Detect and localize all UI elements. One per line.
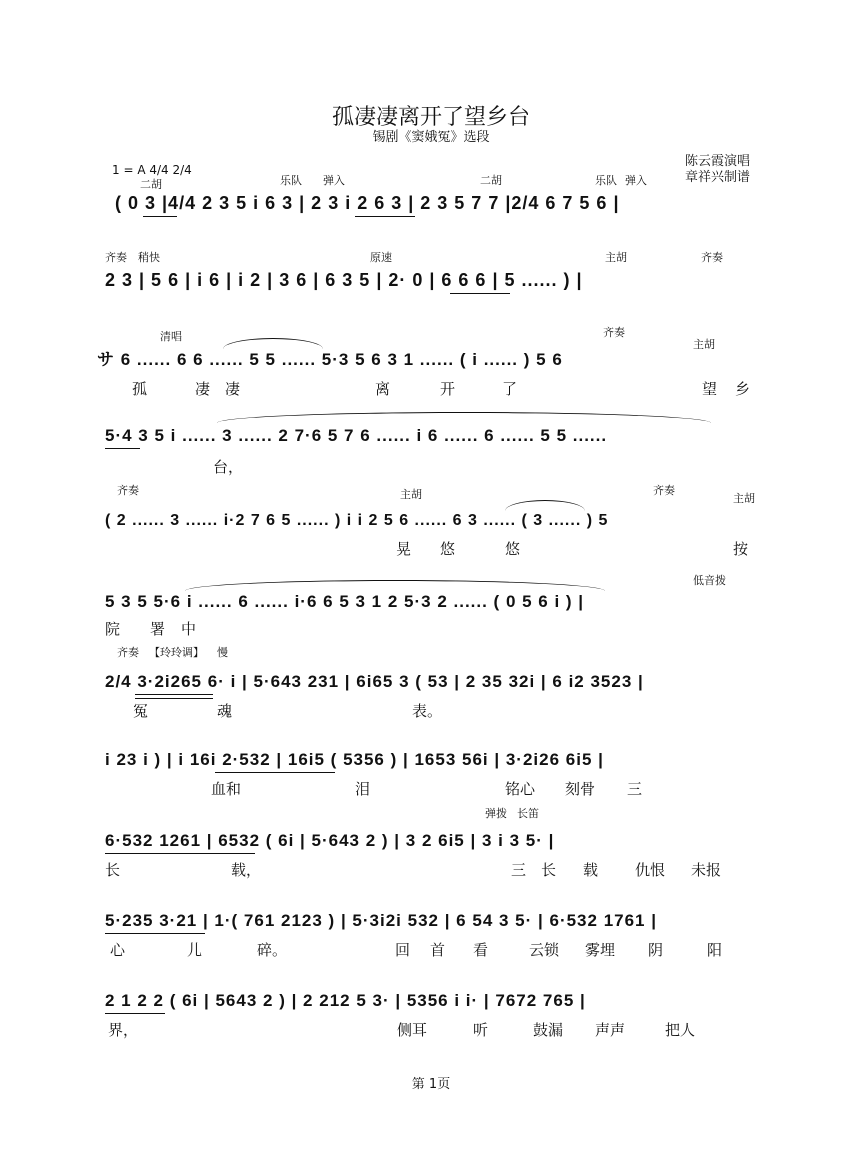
lyric: 把人	[665, 1021, 696, 1039]
score-row-8	[105, 738, 765, 808]
part-mark: 二胡	[140, 178, 162, 191]
lyric: 晃	[396, 540, 412, 558]
part-mark: 【玲玲调】	[149, 646, 204, 659]
lyric: 三	[627, 780, 643, 798]
lyric: 看	[473, 941, 489, 959]
lyric: 云锁	[529, 941, 560, 959]
lyric: 刻骨	[565, 780, 596, 798]
lyric: 长	[541, 861, 557, 879]
score-row-10	[105, 895, 765, 965]
notation-line: ( 0 3 |4/4 2 3 5 i 6 3 | 2 3 i 2 6 3 | 2 3 5 7 7 |2/4 6 7 5 6 |	[115, 193, 620, 213]
lyric: 回	[395, 941, 411, 959]
lyric: 乡	[735, 380, 751, 398]
underline	[143, 216, 177, 217]
page-number: 第 1页	[411, 1077, 451, 1092]
part-mark: 长笛	[517, 807, 539, 820]
score-row-4	[105, 410, 765, 480]
lyric: 载，	[231, 861, 262, 879]
score-row-11	[105, 975, 765, 1045]
lyric: 凄	[225, 380, 241, 398]
notation-line: 6·532 1261 | 6532 ( 6i | 5·643 2 ) | 3 2 6i5 | 3 i 3 5· |	[105, 831, 555, 850]
lyric: 首	[430, 941, 446, 959]
lyric: 开	[440, 380, 456, 398]
notation-line: ( 2 ...... 3 ...... i·2 7 6 5 ...... ) i i 2 5 6 ...... 6 3 ...... ( 3 ...... ) 5	[105, 512, 609, 529]
underline	[215, 772, 335, 773]
notation-line: 5·4 3 5 i ...... 3 ...... 2 7·6 5 7 6 ...... i 6 ...... 6 ...... 5 5 ......	[105, 426, 608, 445]
lyric: 声声	[595, 1021, 626, 1039]
score-row-2	[105, 251, 765, 295]
page-title: 孤凄凄离开了望乡台	[331, 105, 530, 130]
part-mark: 齐奏	[603, 326, 625, 339]
part-mark: 主胡	[733, 492, 755, 505]
score-row-3	[97, 326, 765, 400]
lyric: 悠	[440, 540, 456, 558]
part-mark: 主胡	[605, 251, 627, 264]
part-mark: 弹入	[323, 174, 345, 187]
lyric: 界，	[108, 1021, 139, 1039]
score-row-9	[105, 805, 765, 881]
lyric: 血和	[211, 780, 242, 798]
lyric: 雾埋	[585, 941, 616, 959]
part-mark: 慢	[217, 646, 228, 659]
score-row-6	[105, 572, 765, 642]
part-mark: 二胡	[480, 174, 502, 187]
lyric: 泪	[355, 780, 371, 798]
lyric: 离	[375, 380, 391, 398]
lyric: 听	[473, 1021, 489, 1039]
score-row-5	[105, 484, 765, 560]
lyric: 凄	[195, 380, 211, 398]
lyric: 魂	[217, 702, 233, 720]
part-mark: 清唱	[160, 330, 182, 343]
notation-line: 5·235 3·21 | 1·( 761 2123 ) | 5·3i2i 532 | 6 54 3 5· | 6·532 1761 |	[105, 911, 657, 930]
underline	[105, 933, 205, 934]
singer-credit: 陈云霞演唱	[685, 154, 751, 169]
lyric: 碎。	[257, 941, 288, 959]
lyric: 心	[110, 941, 126, 959]
lyric: 侧耳	[397, 1021, 428, 1039]
lyric: 表。	[412, 702, 443, 720]
part-mark: 主胡	[400, 488, 422, 501]
notation-line: 2/4 3·2i265 6· i | 5·643 231 | 6i65 3 ( 53 | 2 35 32i | 6 i2 3523 |	[105, 672, 644, 691]
lyric: 署	[150, 620, 166, 638]
lyric: 鼓漏	[533, 1021, 564, 1039]
lyric: 阳	[707, 941, 723, 959]
underline	[355, 216, 415, 217]
lyric: 未报	[691, 861, 722, 879]
underline	[450, 293, 510, 294]
lyric: 铭心	[505, 780, 536, 798]
underline	[105, 1013, 165, 1014]
notation-line: 2 1 2 2 ( 6i | 5643 2 ) | 2 212 5 3· | 5356 i i· | 7672 765 |	[105, 991, 586, 1010]
part-mark: 乐队	[595, 174, 617, 187]
underline	[135, 694, 213, 695]
score-row-7	[105, 642, 765, 718]
part-mark: 稍快	[138, 251, 160, 264]
key-signature: 1 = A 4/4 2/4	[112, 163, 192, 177]
notation-line: サ 6 ...... 6 6 ...... 5 5 ...... 5·3 5 6 3 1 ...... ( i ...... ) 5 6	[97, 350, 563, 369]
lyric: 台，	[213, 458, 244, 476]
underline	[135, 698, 213, 699]
part-mark: 弹拨	[485, 807, 507, 820]
notation-credit: 章祥兴制谱	[685, 170, 751, 185]
lyric: 三	[511, 861, 527, 879]
lyric: 儿	[187, 941, 203, 959]
notation-line: 2 3 | 5 6 | i 6 | i 2 | 3 6 | 6 3 5 | 2· 0 | 6 6 6 | 5 ...... ) |	[105, 270, 583, 290]
part-mark: 齐奏	[117, 484, 139, 497]
underline	[105, 448, 140, 449]
lyric: 长	[105, 861, 121, 879]
part-mark: 低音拨	[693, 574, 726, 587]
part-mark: 主胡	[693, 338, 715, 351]
lyric: 望	[702, 380, 718, 398]
lyric: 按	[733, 540, 749, 558]
lyric: 孤	[132, 380, 148, 398]
part-mark: 齐奏	[653, 484, 675, 497]
notation-line: i 23 i ) | i 16i 2·532 | 16i5 ( 5356 ) | 1653 56i | 3·2i26 6i5 |	[105, 750, 604, 769]
lyric: 中	[181, 620, 197, 638]
lyric: 仇恨	[635, 861, 666, 879]
page-subtitle: 锡剧《窦娥冤》选段	[372, 130, 490, 145]
notation-line: 5 3 5 5·6 i ...... 6 ...... i·6 6 5 3 1 2 5·3 2 ...... ( 0 5 6 i ) |	[105, 592, 585, 611]
part-mark: 弹入	[625, 174, 647, 187]
part-mark: 原速	[370, 251, 392, 264]
lyric: 院	[105, 620, 121, 638]
part-mark: 齐奏	[105, 251, 127, 264]
lyric: 了	[502, 380, 518, 398]
lyric: 阴	[648, 941, 664, 959]
lyric: 冤	[133, 702, 149, 720]
lyric: 载	[583, 861, 599, 879]
underline	[105, 853, 255, 854]
lyric: 悠	[505, 540, 521, 558]
part-mark: 齐奏	[701, 251, 723, 264]
part-mark: 齐奏	[117, 646, 139, 659]
part-mark: 乐队	[280, 174, 302, 187]
